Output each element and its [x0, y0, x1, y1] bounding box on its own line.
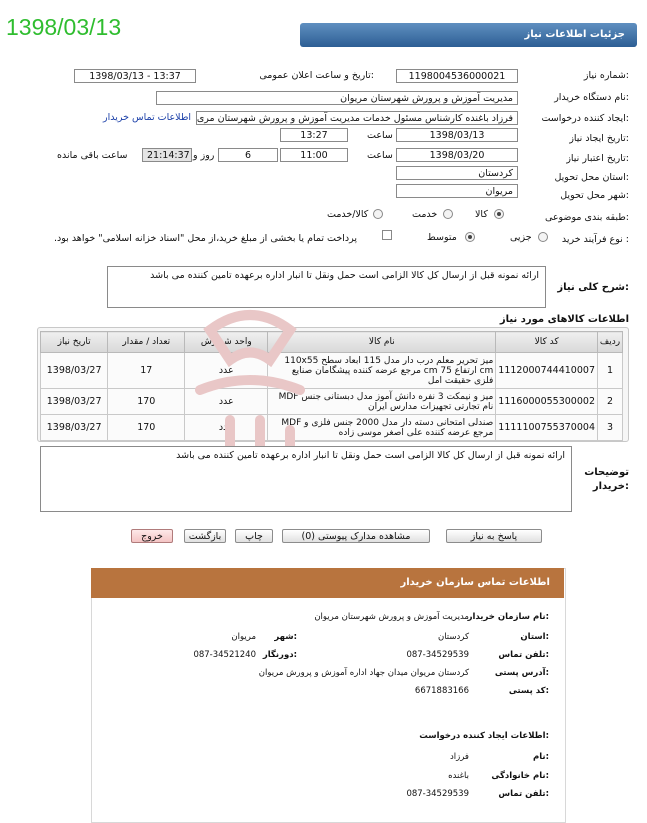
valid-time-label: ساعت: [367, 150, 393, 161]
countdown-field: 21:14:37: [142, 148, 192, 162]
row-qty: 170: [108, 389, 185, 415]
address-label: آدرس پستی:: [494, 668, 549, 678]
buyer-label: نام دستگاه خریدار:: [554, 92, 629, 103]
row-code: 1111100755370004: [496, 415, 598, 441]
row-name: میز تحریر معلم درب دار مدل 115 ابعاد سطح 110x55 cm ارتفاع 75 cm مرجع عرضه کننده پیشگامان صنایع فلزی حقیقت امل: [268, 353, 496, 389]
row-date: 1398/03/27: [41, 353, 108, 389]
days-word: روز و: [193, 150, 215, 161]
buyer-notes-label-1: توضیحات: [584, 467, 629, 478]
table-row: [41, 389, 623, 415]
announce-field: 1398/03/13 - 13:37: [74, 69, 196, 83]
province-label: استان محل تحویل:: [554, 172, 629, 183]
attachments-button[interactable]: مشاهده مدارک پیوستی (0): [282, 529, 430, 543]
items-section-title: اطلاعات کالاهای مورد نیاز: [499, 314, 629, 325]
city-field: مریوان: [396, 184, 518, 198]
row-qty: 17: [108, 353, 185, 389]
summary-label: شرح کلی نیاز:: [557, 282, 629, 293]
created-date-field: 1398/03/13: [396, 128, 518, 142]
phone-value: 087-34529539: [406, 650, 469, 660]
phone-label: تلفن تماس:: [498, 650, 549, 660]
purchase-minor-radio[interactable]: [538, 232, 548, 242]
valid-date-label: تاریخ اعتبار نیاز:: [566, 153, 629, 164]
province-contact-value: کردستان: [437, 632, 469, 642]
row-unit: عدد: [185, 389, 268, 415]
category-both-radio[interactable]: [373, 209, 383, 219]
purchase-type-label: نوع فرآیند خرید :: [561, 234, 629, 245]
address-value: کردستان مریوان میدان جهاد اداره آموزش و پرورش مریوان: [258, 668, 469, 678]
row-code: 1116000055300002: [496, 389, 598, 415]
col-unit: واحد شمارش: [185, 332, 268, 353]
last-name-label: نام خانوادگی:: [491, 771, 549, 781]
fax-value: 087-34521240: [193, 650, 256, 660]
treasury-checkbox[interactable]: [382, 230, 392, 240]
buyer-notes-text: ارائه نمونه قبل از ارسال کل کالا الزامی است حمل ونقل تا انبار اداره برعهده تامین کننده می باشد: [176, 450, 565, 461]
table-row: [41, 353, 623, 389]
created-time-field: 13:27: [280, 128, 348, 142]
items-table: [40, 331, 623, 441]
category-both-label: کالا/خدمت: [327, 209, 369, 220]
category-label: طبقه بندی موضوعی:: [544, 212, 629, 223]
row-unit: عدد: [185, 415, 268, 441]
row-date: 1398/03/27: [41, 389, 108, 415]
category-service-label: خدمت: [412, 209, 438, 220]
last-name-value: باغنده: [448, 771, 469, 781]
org-value: مدیریت آموزش و پرورش شهرستان مریوان: [314, 612, 469, 622]
col-date: تاریخ نیاز: [41, 332, 108, 353]
details-header-title: جزئیات اطلاعات نیاز: [524, 29, 625, 40]
category-service-radio[interactable]: [443, 209, 453, 219]
col-code: کد کالا: [496, 332, 598, 353]
row-qty: 170: [108, 415, 185, 441]
creator-section-title: اطلاعات ایجاد کننده درخواست:: [419, 731, 549, 741]
category-goods-radio[interactable]: [494, 209, 504, 219]
row-unit: عدد: [185, 353, 268, 389]
summary-text: ارائه نمونه قبل از ارسال کل کالا الزامی است حمل ونقل تا انبار اداره برعهده تامین کننده می باشد: [150, 270, 539, 281]
contact-card-title: اطلاعات تماس سازمان خریدار: [400, 577, 550, 588]
table-row: [41, 415, 623, 441]
col-qty: تعداد / مقدار: [108, 332, 185, 353]
created-time-label: ساعت: [367, 130, 393, 141]
print-button[interactable]: چاپ: [235, 529, 273, 543]
postal-label: کد پستی:: [508, 686, 549, 696]
row-name: میز و نیمکت 3 نفره دانش آموز مدل دبستانی جنس MDF نام تجارتی تجهیزات مدارس ایران: [268, 389, 496, 415]
purchase-medium-label: متوسط: [427, 232, 457, 243]
need-number-field: 1198004536000021: [396, 69, 518, 83]
back-button[interactable]: بازگشت: [184, 529, 226, 543]
exit-button[interactable]: خروج: [131, 529, 173, 543]
category-goods-label: کالا: [475, 209, 488, 220]
remaining-label: ساعت باقی مانده: [57, 150, 128, 161]
purchase-medium-radio[interactable]: [465, 232, 475, 242]
contact-card: [91, 568, 566, 823]
org-label: نام سازمان خریدار:: [467, 612, 549, 622]
city-label: شهر محل تحویل:: [560, 190, 629, 201]
details-header: [300, 23, 637, 47]
buyer-field: مدیریت آموزش و پرورش شهرستان مریوان: [156, 91, 518, 105]
treasury-note: پرداخت تمام یا بخشی از مبلغ خرید،از محل "اسناد خزانه اسلامی" خواهد بود.: [54, 233, 357, 244]
row-index: 1: [598, 353, 623, 389]
creator-label: ایجاد کننده درخواست:: [541, 113, 629, 124]
col-name: نام کالا: [268, 332, 496, 353]
purchase-minor-label: جزیی: [510, 232, 532, 243]
creator-phone-value: 087-34529539: [406, 789, 469, 799]
announce-label: تاریخ و ساعت اعلان عمومی:: [259, 70, 374, 81]
province-contact-label: استان:: [520, 632, 549, 642]
row-index: 3: [598, 415, 623, 441]
need-number-label: شماره نیاز:: [583, 70, 629, 81]
city-contact-label: شهر:: [274, 632, 297, 642]
city-contact-value: مریوان: [231, 632, 256, 642]
row-date: 1398/03/27: [41, 415, 108, 441]
valid-time-field: 11:00: [280, 148, 348, 162]
creator-field: فرزاد باغنده کارشناس مسئول خدمات مدیریت آموزش و پرورش شهرستان مری: [196, 111, 518, 125]
days-left-field: 6: [218, 148, 278, 162]
first-name-label: نام:: [532, 752, 549, 762]
contact-buyer-link[interactable]: اطلاعات تماس خریدار: [103, 112, 192, 123]
reply-button[interactable]: پاسخ به نیاز: [446, 529, 542, 543]
row-index: 2: [598, 389, 623, 415]
postal-value: 6671883166: [414, 686, 469, 696]
valid-date-field: 1398/03/20: [396, 148, 518, 162]
col-index: ردیف: [598, 332, 623, 353]
buyer-notes-label-2: خریدار:: [592, 481, 629, 492]
province-field: کردستان: [396, 166, 518, 180]
row-name: صندلی امتحانی دسته دار مدل 2000 جنس فلزی و MDF مرجع عرضه کننده علی اصغر موسی زاده: [268, 415, 496, 441]
first-name-value: فرزاد: [449, 752, 469, 762]
fax-label: دورنگار:: [262, 650, 297, 660]
creator-phone-label: تلفن تماس:: [498, 789, 549, 799]
stamp-date: 1398/03/13: [6, 14, 122, 40]
contact-card-header: [91, 568, 564, 598]
row-code: 1112000744410007: [496, 353, 598, 389]
buyer-notes-box: [40, 446, 572, 512]
created-date-label: تاریخ ایجاد نیاز:: [569, 133, 629, 144]
